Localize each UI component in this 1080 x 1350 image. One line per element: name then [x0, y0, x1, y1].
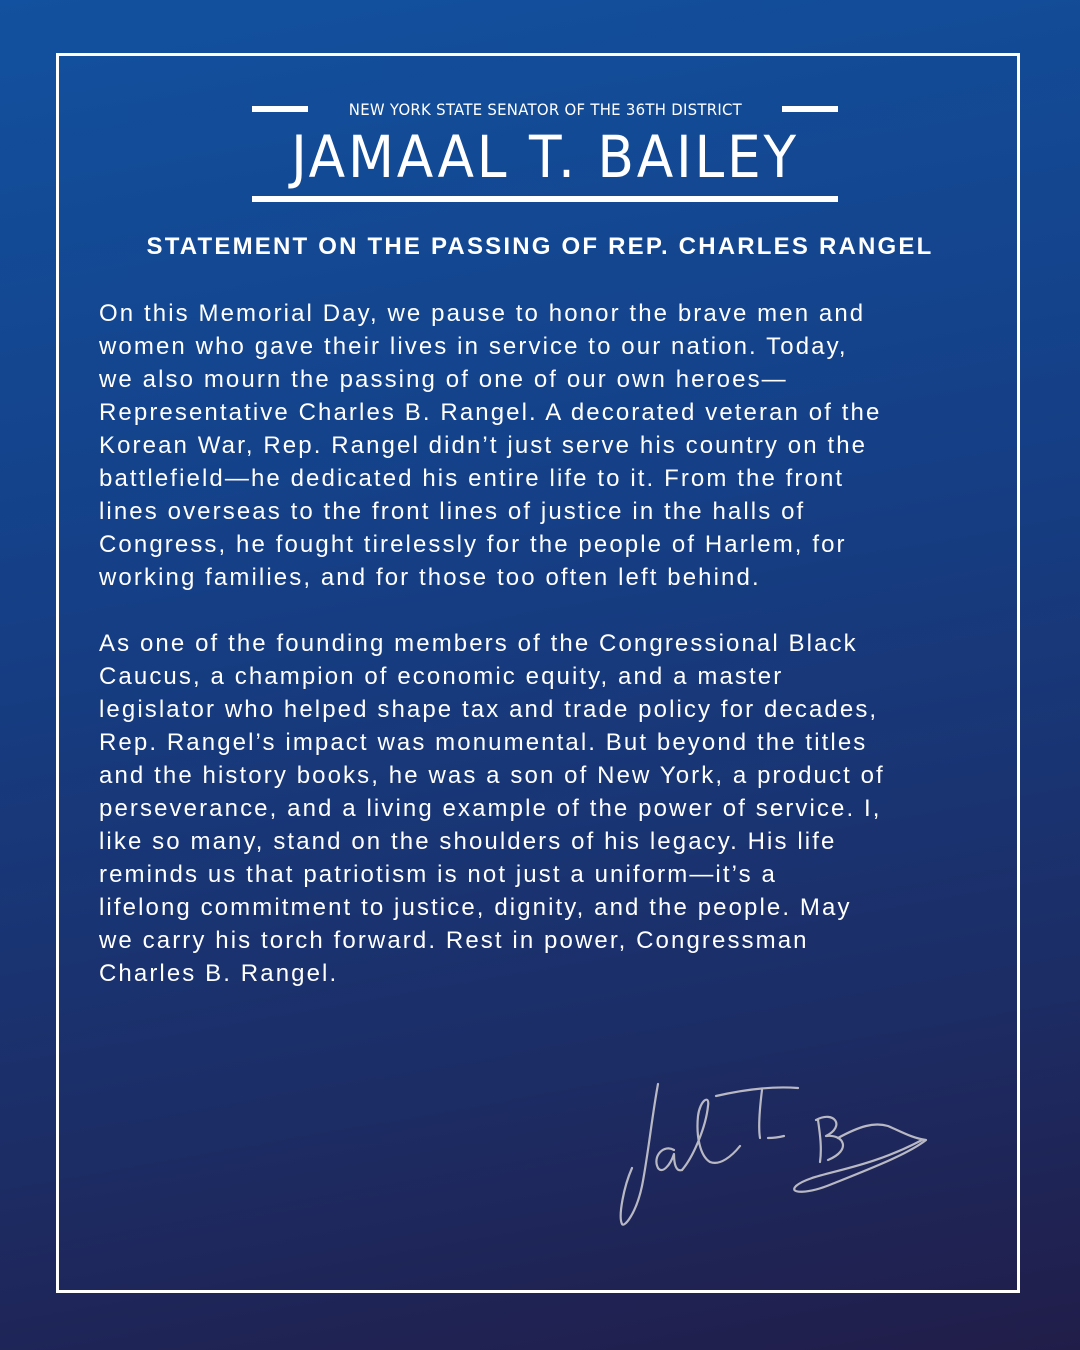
paragraph-line: Congress, he fought tirelessly for the people of Harlem, for — [99, 531, 847, 558]
paragraph-line: perseverance, and a living example of the power of service. I, — [99, 795, 882, 822]
name-underline-rule — [252, 196, 838, 202]
paragraph-line: we also mourn the passing of one of our own heroes— — [99, 366, 788, 393]
paragraph-line: Charles B. Rangel. — [99, 960, 339, 987]
paragraph-2 — [99, 627, 999, 990]
paragraph-line: Representative Charles B. Rangel. A decorated veteran of the — [99, 399, 882, 426]
signature-stroke — [716, 1087, 798, 1096]
left-decorative-rule — [252, 106, 308, 112]
paragraph-line: battlefield—he dedicated his entire life to it. From the front — [99, 465, 845, 492]
paragraph-line: working families, and for those too often left behind. — [99, 564, 761, 591]
senator-name: JAMAAL T. BAILEY — [291, 123, 799, 191]
signature-stroke — [682, 1100, 740, 1170]
paragraph-line: reminds us that patriotism is not just a uniform—it’s a — [99, 861, 777, 888]
senator-subtitle: NEW YORK STATE SENATOR OF THE 36TH DISTRICT — [348, 99, 742, 119]
paragraph-line: like so many, stand on the shoulders of his legacy. His life — [99, 828, 837, 855]
paragraph-line: On this Memorial Day, we pause to honor the brave men and — [99, 300, 866, 327]
letterhead — [252, 96, 838, 202]
signature-icon — [612, 1076, 942, 1236]
paragraph-line: Rep. Rangel’s impact was monumental. But beyond the titles — [99, 729, 868, 756]
signature-stroke — [768, 1136, 784, 1138]
statement-body — [99, 297, 999, 1023]
signature-stroke — [794, 1125, 926, 1192]
paragraph-line: legislator who helped shape tax and trade policy for decades, — [99, 696, 879, 723]
paragraph-line: women who gave their lives in service to our nation. Today, — [99, 333, 848, 360]
paragraph-line: and the history books, he was a son of New York, a product of — [99, 762, 885, 789]
paragraph-1 — [99, 297, 999, 594]
signature-stroke — [656, 1148, 682, 1170]
paragraph-line: lifelong commitment to justice, dignity, and the people. May — [99, 894, 852, 921]
paragraph-line: Korean War, Rep. Rangel didn’t just serve his country on the — [99, 432, 868, 459]
signature-stroke — [759, 1090, 762, 1138]
letterhead-subtitle-row — [252, 96, 838, 122]
signature-stroke — [621, 1084, 658, 1225]
paragraph-line: As one of the founding members of the Congressional Black — [99, 630, 858, 657]
signature-stroke — [818, 1120, 821, 1162]
paragraph-line: we carry his torch forward. Rest in power, Congressman — [99, 927, 809, 954]
statement-title: STATEMENT ON THE PASSING OF REP. CHARLES RANGEL — [146, 233, 934, 260]
paragraph-line: Caucus, a champion of economic equity, and a master — [99, 663, 784, 690]
right-decorative-rule — [782, 106, 838, 112]
paragraph-line: lines overseas to the front lines of justice in the halls of — [99, 498, 806, 525]
